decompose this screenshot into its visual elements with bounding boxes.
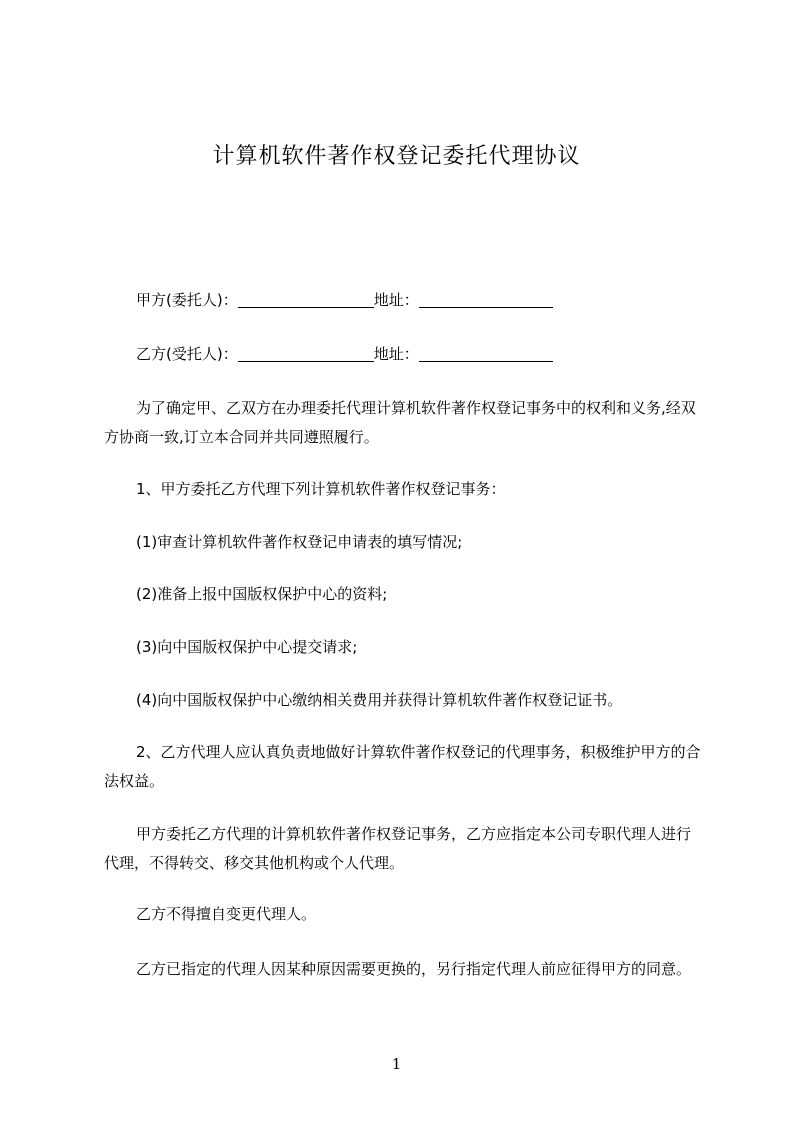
document-title: 计算机软件著作权登记委托代理协议 [212, 144, 581, 169]
clause-2-paragraph-2: 甲方委托乙方代理的计算机软件著作权登记事务，乙方应指定本公司专职代理人进行代理，不得转交、移交其他机构或个人代理。 [104, 825, 692, 872]
party-a-line [104, 286, 704, 315]
clause-2-paragraph: 2、乙方代理人应认真负责地做好计算软件著作权登记的代理事务，积极维护甲方的合法权益。 [104, 743, 701, 790]
party-a-label: 甲方(委托人)： [136, 291, 238, 309]
party-a-name-blank [238, 290, 374, 308]
party-b-label: 乙方(受托人)： [136, 345, 238, 363]
clause-1-item-1: (1)审查计算机软件著作权登记申请表的填写情况; [136, 533, 463, 551]
clause-2-paragraph-3: 乙方不得擅自变更代理人。 [136, 905, 317, 923]
party-a-address-label: 地址： [373, 291, 419, 309]
clause-1-heading: 1、甲方委托乙方代理下列计算机软件著作权登记事务： [136, 480, 506, 498]
clause-1-item-3: (3)向中国版权保护中心提交请求; [136, 638, 358, 656]
clause-1-item-4: (4)向中国版权保护中心缴纳相关费用并获得计算机软件著作权登记证书。 [136, 691, 623, 709]
party-b-address-blank [419, 344, 553, 362]
party-a-address-blank [419, 290, 553, 308]
clause-1-item-2: (2)准备上报中国版权保护中心的资料; [136, 585, 388, 603]
page-number: 1 [391, 1055, 402, 1073]
party-b-name-blank [238, 344, 374, 362]
clause-2-paragraph-4: 乙方已指定的代理人因某种原因需要更换的，另行指定代理人前应征得甲方的同意。 [136, 960, 692, 978]
intro-paragraph: 为了确定甲、乙双方在办理委托代理计算机软件著作权登记事务中的权利和义务,经双方协商一致,订立本合同并共同遵照履行。 [104, 399, 696, 446]
party-b-address-label: 地址： [373, 345, 419, 363]
party-b-line [104, 340, 704, 369]
